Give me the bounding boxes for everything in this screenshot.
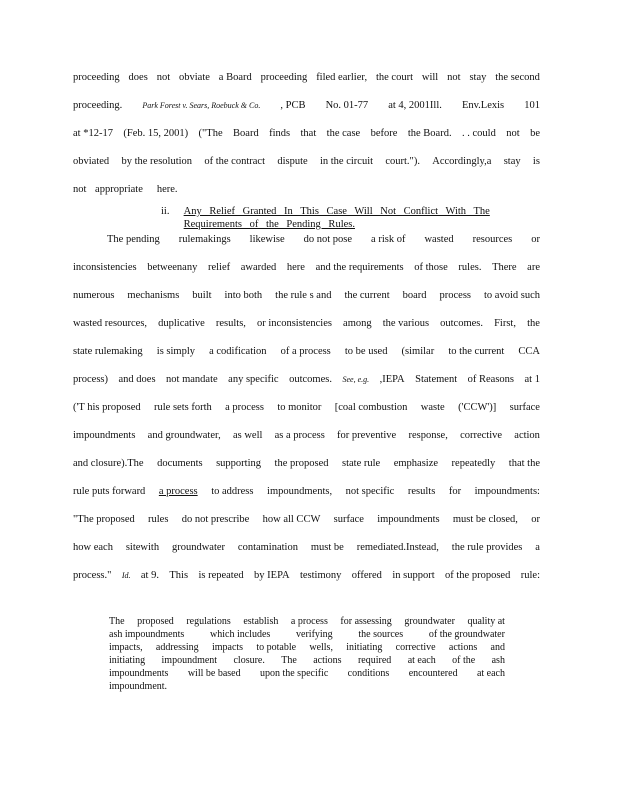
text-segment: at each [476,668,505,679]
section-heading [73,205,540,233]
text-segment: 101 [524,100,540,111]
text-segment: outcomes. [289,374,332,385]
signal-citation: See, e.g. [342,375,370,384]
text-segment: state rulemaking [73,346,143,357]
paragraph-2-line-11 [73,513,540,541]
text-segment: board [402,290,427,301]
text-segment: will [421,72,439,83]
text-segment: finds [269,128,291,139]
text-segment: First, [494,318,516,329]
text-segment: at 1 [524,374,540,385]
text-segment: that [300,128,317,139]
paragraph-2-line-1 [73,233,540,261]
text-segment: a process [225,402,264,413]
text-segment: the proposed [274,458,329,469]
text-segment: at 9. [140,570,159,581]
paragraph-2-line-3 [73,289,540,317]
text-segment: for [448,486,462,497]
text-segment: conditions [347,668,390,679]
text-segment: proceeding [73,72,120,83]
text-segment: groundwater [404,616,455,627]
text-segment: surface [333,514,364,525]
text-segment: ('CCW')] [458,402,497,413]
text-segment: "The proposed [73,514,135,525]
text-segment: at *12-17 [73,128,113,139]
text-segment: surface [509,402,540,413]
text-segment: wells, [309,642,333,653]
text-segment: resources [472,234,513,245]
text-segment: here [286,262,305,273]
text-segment: impoundments [109,668,169,679]
text-segment: not specific [345,486,395,497]
text-segment: or [531,234,540,245]
text-segment: (Feb. 15, 2001) [123,128,189,139]
text-segment: wasted [424,234,454,245]
block-quote-line-4 [109,654,505,667]
text-segment: the [527,318,540,329]
text-segment: filed earlier, [316,72,368,83]
text-segment: , PCB [280,100,306,111]
text-segment: addressing [155,642,199,653]
text-segment: stay [503,156,521,167]
text-segment: rulemakings [178,234,231,245]
text-segment: betweenany [147,262,198,273]
text-segment: for preventive [337,430,397,441]
text-segment: response, [408,430,448,441]
text-segment: a codification [209,346,267,357]
text-segment: as well [232,430,263,441]
text-segment: ('T his proposed [73,402,141,413]
text-segment: stay [469,72,487,83]
text-segment: to address [211,486,254,497]
text-segment: corrective [460,430,503,441]
text-segment: proceeding. [73,100,123,111]
text-segment: court."). [385,156,420,167]
text-segment: . . could [462,128,496,139]
text-segment: must be [310,542,344,553]
paragraph-2-line-5 [73,345,540,373]
text-segment: dispute [277,156,308,167]
text-segment: actions [448,642,478,653]
text-segment: among [343,318,372,329]
text-segment: obviated [73,156,110,167]
text-segment: in support [392,570,435,581]
text-segment: offered [351,570,382,581]
text-segment: must be closed, [452,514,518,525]
text-segment: and the requirements [315,262,404,273]
text-segment: ash [491,655,505,666]
text-segment: impacts [211,642,244,653]
text-segment: impoundment. [109,681,168,692]
text-segment: establish [243,616,279,627]
text-segment: impoundments [73,430,136,441]
paragraph-2-line-2 [73,261,540,289]
text-segment: to the current [448,346,505,357]
block-quote-line-6 [109,680,505,693]
paragraph-1-line-1 [73,71,540,99]
text-segment: wasted resources, [73,318,148,329]
heading-title-line-1: Any Relief Granted In This Case Will Not Conflict With The [183,206,490,217]
paragraph-2-line-12 [73,541,540,569]
text-segment: impoundments, [267,486,333,497]
text-segment: impacts, [109,642,143,653]
text-segment: be [530,128,540,139]
text-segment: not [156,72,171,83]
text-segment: initiating [346,642,383,653]
text-segment: is [532,156,540,167]
text-segment: the Board. [407,128,452,139]
text-segment: required [357,655,392,666]
text-segment: at 4, 2001Ill. [388,100,442,111]
text-segment: not [506,128,520,139]
text-segment: that the [508,458,540,469]
text-segment: the rule s and [275,290,332,301]
text-segment: upon the specific [259,668,329,679]
text-segment: into both [224,290,263,301]
block-quote-line-1 [109,615,505,628]
paragraph-2-line-6 [73,373,540,401]
document-body [73,71,540,597]
text-segment: a Board [218,72,252,83]
text-segment: by the resolution [121,156,193,167]
text-segment: by IEPA [254,570,290,581]
text-segment: as a process [274,430,325,441]
text-segment: the case [326,128,361,139]
text-segment: ,IEPA [379,374,405,385]
text-segment: the second [495,72,540,83]
block-quote-line-5 [109,667,505,680]
paragraph-2-line-13 [73,569,540,597]
text-segment: Accordingly,a [432,156,492,167]
text-segment: not [447,72,461,83]
text-segment: of the [452,655,476,666]
text-segment: not appropriate [73,184,143,195]
text-segment: The pending [107,234,160,245]
text-segment: impoundments: [474,486,540,497]
text-segment: to be used [344,346,388,357]
text-segment: built [192,290,212,301]
text-segment: is repeated [198,570,244,581]
text-segment: before [370,128,398,139]
text-segment: verifying [296,629,333,640]
text-segment: [coal combustion [334,402,408,413]
id-citation: Id. [121,571,131,580]
text-segment: a process [290,616,328,627]
text-segment: which includes [210,629,271,640]
text-segment: outcomes. [440,318,484,329]
paragraph-1-line-3 [73,127,540,155]
text-segment: or [531,514,540,525]
text-segment: not mandate [166,374,218,385]
text-segment: the current [344,290,390,301]
text-segment: or inconsistencies [257,318,332,329]
text-segment: actions [313,655,342,666]
text-segment: supporting [216,458,262,469]
paragraph-2-line-7 [73,401,540,429]
text-segment: inconsistencies [73,262,137,273]
block-quote-line-3 [109,641,505,654]
text-segment: initiating [109,655,146,666]
text-segment: and does [118,374,156,385]
text-segment: does [128,72,148,83]
text-segment: repeatedly [451,458,496,469]
text-segment: Env.Lexis [461,100,505,111]
text-segment: are [527,262,540,273]
paragraph-1-line-4 [73,155,540,183]
heading-title-line-2: Requirements of the Pending Rules. [183,219,355,230]
text-segment: awarded [240,262,277,273]
text-segment: in the circuit [319,156,374,167]
text-segment: rules. [458,262,482,273]
text-segment: quality at [467,616,505,627]
text-segment: to avoid such [484,290,540,301]
text-segment: of the groundwater [428,629,505,640]
text-segment: Board [233,128,259,139]
text-segment: Statement [415,374,458,385]
text-segment: of those [414,262,448,273]
text-segment: ash impoundments [109,629,185,640]
text-segment: of the contract [204,156,265,167]
text-segment: how all CCW [262,514,321,525]
text-segment: remediated.Instead, [356,542,439,553]
text-segment: likewise [249,234,285,245]
text-segment: of the proposed [445,570,511,581]
text-segment: to potable [256,642,297,653]
paragraph-2-line-9 [73,457,540,485]
paragraph-2-line-10 [73,485,540,513]
text-segment: the court [375,72,413,83]
text-segment: The [109,616,125,627]
text-segment: obviate [179,72,210,83]
text-segment: the various [382,318,430,329]
text-segment: regulations [186,616,231,627]
text-segment: duplicative [158,318,205,329]
heading-number: ii. [161,206,170,217]
text-segment: rule puts forward [73,486,146,497]
text-segment: process [439,290,472,301]
text-segment: process) [73,374,108,385]
text-segment: results, [215,318,246,329]
text-segment: mechanisms [127,290,180,301]
emphasized-process: a process [158,486,198,497]
text-segment: results [407,486,436,497]
text-segment: the rule provides [451,542,523,553]
text-segment: do not pose [303,234,353,245]
text-segment: proceeding [260,72,308,83]
text-segment: CCA [518,346,540,357]
text-segment: waste [420,402,445,413]
text-segment: process." [73,570,112,581]
text-segment: a [535,542,540,553]
text-segment: how each [73,542,113,553]
text-segment: relief [207,262,231,273]
text-segment: at each [407,655,436,666]
text-segment: The [281,655,297,666]
text-segment: impoundments [377,514,440,525]
text-segment: impoundment [161,655,218,666]
text-segment: to monitor [277,402,322,413]
block-quote [109,615,505,693]
text-segment: do not prescribe [181,514,250,525]
text-segment: rules [148,514,169,525]
heading-title [184,205,490,231]
text-segment: closure. [233,655,265,666]
text-segment: groundwater [171,542,226,553]
text-segment: This [169,570,189,581]
text-segment: ("The [198,128,223,139]
text-segment: any specific [228,374,279,385]
text-segment: documents [157,458,203,469]
text-segment: and closure).The [73,458,144,469]
paragraph-1-line-2 [73,99,540,127]
paragraph-2-line-8 [73,429,540,457]
text-segment: encountered [408,668,458,679]
text-segment: a risk of [371,234,406,245]
text-segment: will be based [187,668,241,679]
text-segment: and groundwater, [147,430,221,441]
text-segment: (similar [401,346,435,357]
text-segment: rule sets forth [154,402,212,413]
paragraph-2-line-4 [73,317,540,345]
text-segment: testimony [299,570,342,581]
text-segment: of a process [280,346,331,357]
text-segment: here. [156,184,178,195]
text-segment: No. 01-77 [325,100,369,111]
text-segment: sitewith [125,542,160,553]
text-segment: for assessing [340,616,392,627]
text-segment: emphasize [393,458,439,469]
text-segment: action [514,430,540,441]
text-segment: and [490,642,505,653]
text-segment: the sources [358,629,404,640]
text-segment: is simply [156,346,195,357]
text-segment: corrective [395,642,436,653]
text-segment: contamination [237,542,298,553]
text-segment: numerous [73,290,115,301]
text-segment: of Reasons [467,374,514,385]
case-citation: Park Forest v. Sears, Roebuck & Co. [142,101,261,110]
text-segment: There [492,262,517,273]
block-quote-line-2 [109,628,505,641]
text-segment: state rule [342,458,381,469]
text-segment: proposed [137,616,174,627]
text-segment: rule: [520,570,540,581]
